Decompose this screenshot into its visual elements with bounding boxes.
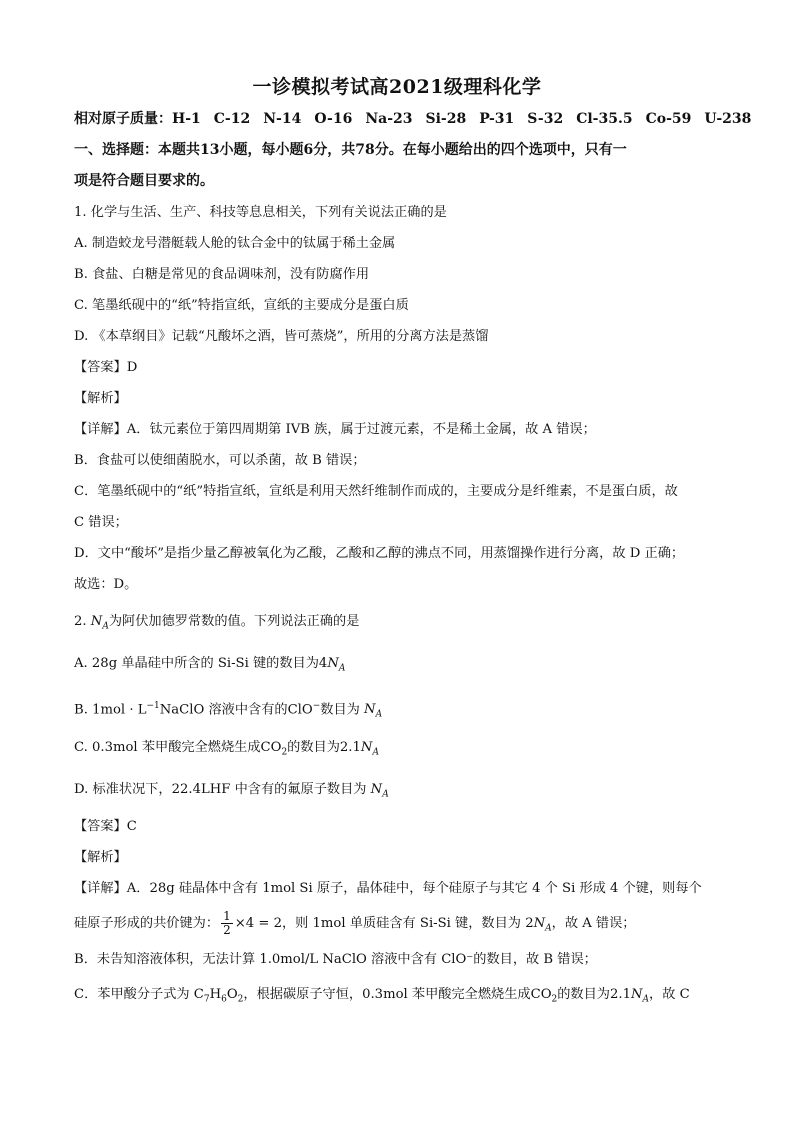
na-n: N — [533, 916, 546, 931]
q1-stem: 1. 化学与生活、生产、科技等息息相关，下列有关说法正确的是 — [74, 205, 447, 220]
q1-detail-d: D．文中“酸坏”是指少量乙醇被氧化为乙酸，乙酸和乙醇的沸点不同，用蒸馏操作进行分离，故 D 正确； — [74, 546, 685, 561]
atomic-masses-label: 相对原子质量： — [74, 111, 172, 127]
q1-detail-c1: C．笔墨纸砚中的“纸”特指宣纸，宣纸是利用天然纤维制作而成的，主要成分是纤维素，不是蛋白质，故 — [74, 484, 678, 499]
q2-option-b-sup: −1 — [146, 701, 160, 711]
section-heading-line1: 一、选择题：本题共13小题，每小题6分，共78分。在每小题给出的四个选项中，只有一 — [74, 142, 627, 158]
o-sub: 2 — [237, 994, 244, 1005]
q1-detail-c2: C 错误； — [74, 515, 128, 530]
q2-option-b-post: 数目为 — [320, 702, 360, 718]
q1-option-d: D. 《本草纲目》记载“凡酸坏之酒，皆可蒸烧”，所用的分离方法是蒸馏 — [74, 329, 489, 344]
na-sub: A — [382, 789, 389, 800]
na-n: N — [364, 702, 376, 718]
q2-answer: 【答案】C — [74, 819, 137, 834]
mass-h: H-1 — [172, 111, 201, 127]
q2-detail-c-post: ，故 C — [649, 987, 690, 1002]
q2-option-a-value: 4 — [318, 656, 328, 671]
na-symbol — [370, 782, 389, 800]
na-n: N — [90, 614, 103, 629]
q2-option-b-mid: NaClO 溶液中含有的 — [159, 702, 288, 718]
mass-s: S-32 — [527, 111, 564, 127]
q2-option-c — [74, 739, 734, 762]
q2-stem — [74, 613, 734, 636]
na-symbol — [327, 656, 346, 674]
mass-c: C-12 — [213, 111, 251, 127]
na-n: N — [327, 656, 339, 671]
q2-detail-a2-post: ，故 A 错误； — [551, 916, 636, 931]
na-sub: A — [338, 663, 346, 674]
q2-detail-a2-text: 硅原子形成的共价键为： — [74, 916, 220, 931]
fraction-numerator: 1 — [223, 909, 231, 923]
na-n: N — [360, 740, 373, 755]
na-symbol — [533, 916, 552, 934]
q2-option-c-value: 2.1 — [339, 740, 361, 755]
na-sub: A — [102, 621, 109, 632]
mass-co: Co-59 — [645, 111, 692, 127]
na-n: N — [630, 987, 643, 1002]
q1-analysis-label: 【解析】 — [74, 391, 127, 406]
h-sub: 6 — [221, 994, 227, 1005]
mass-u: U-238 — [704, 111, 752, 127]
na-symbol — [90, 614, 109, 632]
q1-detail-b: B．食盐可以使细菌脱水，可以杀菌，故 B 错误； — [74, 453, 366, 468]
mass-p: P-31 — [479, 111, 515, 127]
q1-answer: 【答案】D — [74, 360, 138, 375]
mass-na: Na-23 — [365, 111, 413, 127]
q2-detail-c-text: C．苯甲酸分子式为 C — [74, 987, 204, 1002]
q2-detail-a2 — [74, 910, 734, 938]
clo-ion: ClO — [287, 702, 313, 718]
o-atom: O — [226, 987, 238, 1002]
na-symbol — [364, 702, 383, 721]
na-symbol — [360, 740, 379, 758]
q2-option-c-mid: 的数目为 — [287, 740, 340, 755]
na-sub: A — [372, 747, 379, 758]
q2-detail-c — [74, 986, 734, 1009]
q2-option-b-text: B. 1mol · L — [74, 702, 147, 718]
na-sub: A — [642, 994, 650, 1005]
q2-analysis-label: 【解析】 — [74, 850, 127, 865]
q2-detail-a2-mid: ，则 1mol 单质硅含有 Si-Si 键，数目为 2 — [281, 916, 534, 931]
co2-sub: 2 — [551, 994, 558, 1005]
page-title: 一诊模拟考试高2021级理科化学 — [252, 76, 542, 98]
q2-number: 2. — [74, 614, 87, 629]
q2-detail-a2-expr: ×4 = 2 — [234, 916, 282, 931]
section-heading-line2: 项是符合题目要求的。 — [74, 173, 214, 189]
co2-formula: CO — [260, 740, 282, 755]
q1-option-b: B. 食盐、白糖是常见的食品调味剂，没有防腐作用 — [74, 267, 370, 282]
co2-sub: 2 — [281, 747, 288, 758]
q2-detail-b: B．未告知溶液体积，无法计算 1.0mol/L NaClO 溶液中含有 ClO⁻的数目，故 B 错误； — [74, 952, 597, 967]
fraction — [221, 910, 233, 937]
q1-option-c: C. 笔墨纸砚中的“纸”特指宣纸，宣纸的主要成分是蛋白质 — [74, 298, 409, 313]
mass-si: Si-28 — [425, 111, 467, 127]
na-sub: A — [375, 710, 383, 721]
fraction-denominator: 2 — [223, 923, 231, 937]
co2-formula: CO — [530, 987, 552, 1002]
clo-ion-sup: − — [312, 701, 321, 711]
q2-option-d — [74, 781, 734, 804]
q1-conclusion: 故选：D。 — [74, 577, 138, 592]
mass-o: O-16 — [314, 111, 353, 127]
h-atom: H — [209, 987, 222, 1002]
q2-detail-a1: 【详解】A．28g 硅晶体中含有 1mol Si 原子，晶体硅中，每个硅原子与其它 4 个 Si 形成 4 个键，则每个 — [74, 881, 702, 896]
q1-detail-a: 【详解】A．钛元素位于第四周期第 IVB 族，属于过渡元素，不是稀土金属，故 A 错误； — [74, 422, 596, 437]
na-sub: A — [545, 923, 552, 934]
mass-n: N-14 — [263, 111, 302, 127]
q2-option-a-text: A. 28g 单晶硅中所含的 Si-Si 键的数目为 — [74, 656, 319, 671]
q2-detail-c-mid: ，根据碳原子守恒，0.3mol 苯甲酸完全燃烧生成 — [243, 987, 531, 1002]
q2-stem-text: 为阿伏加德罗常数的值。下列说法正确的是 — [108, 614, 360, 629]
na-symbol — [630, 987, 650, 1005]
c-sub: 7 — [203, 994, 210, 1005]
q2-detail-c-mid2: 的数目为 — [557, 987, 610, 1002]
mass-cl: Cl-35.5 — [576, 111, 633, 127]
q2-option-d-text: D. 标准状况下，22.4LHF 中含有的氟原子数目为 — [74, 782, 367, 797]
q2-option-a — [74, 655, 734, 678]
q2-detail-c-value: 2.1 — [610, 987, 631, 1002]
q1-option-a: A. 制造蛟龙号潜艇载人舱的钛合金中的钛属于稀土金属 — [74, 236, 396, 251]
q2-option-c-text: C. 0.3mol 苯甲酸完全燃烧生成 — [74, 740, 261, 755]
na-n: N — [370, 782, 383, 797]
q2-option-b — [74, 697, 734, 724]
atomic-masses-line — [74, 110, 752, 128]
